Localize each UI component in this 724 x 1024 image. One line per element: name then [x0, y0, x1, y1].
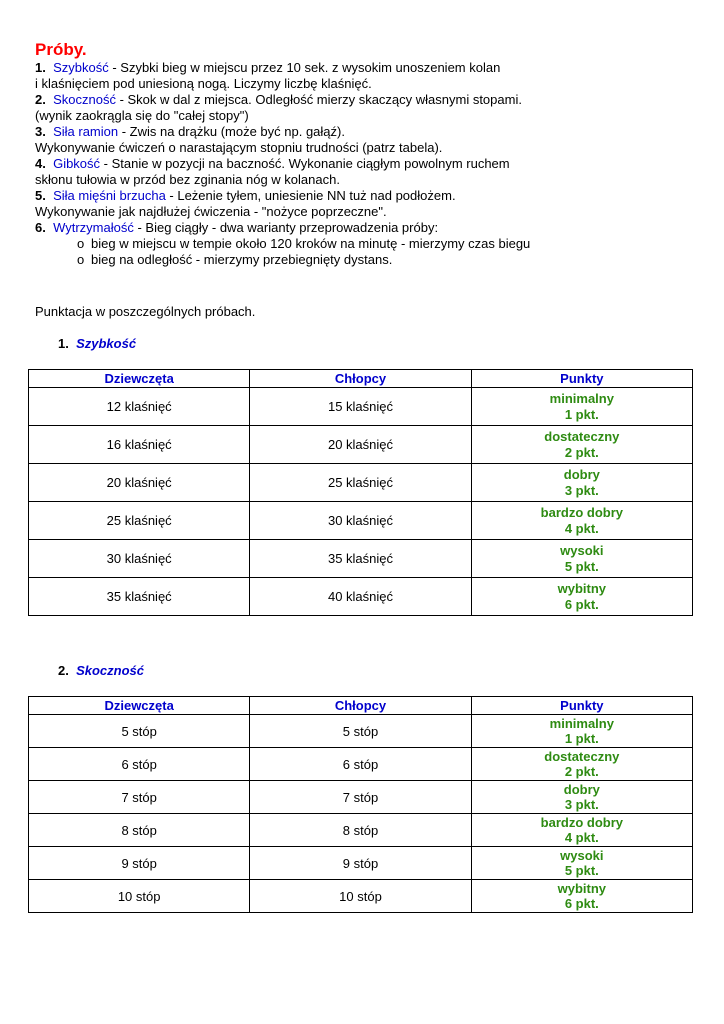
section-name: Szybkość — [76, 336, 137, 351]
table-row — [29, 540, 693, 578]
table-row — [29, 748, 693, 781]
points-value: 2 pkt. — [564, 444, 599, 460]
item-description: - Zwis na drążku (może być np. gałąź). — [118, 124, 345, 139]
item-description: - Szybki bieg w miejscu przez 10 sek. z wysokim unoszeniem kolan — [108, 60, 501, 75]
points-cell — [471, 748, 692, 781]
item-number: 2. — [35, 92, 46, 107]
points-level: wybitny — [557, 881, 607, 896]
section-heading-szybkosc — [58, 336, 136, 352]
item-description: - Skok w dal z miejsca. Odległość mierzy skaczący własnymi stopami. — [115, 92, 522, 107]
boys-cell: 20 klaśnięć — [250, 426, 471, 464]
list-item — [35, 236, 695, 252]
boys-cell: 8 stóp — [250, 814, 471, 847]
points-level: minimalny — [549, 390, 614, 406]
item-name: Wytrzymałość — [53, 220, 134, 235]
test-item — [35, 124, 695, 140]
column-header-boys: Chłopcy — [250, 370, 471, 388]
boys-cell: 30 klaśnięć — [250, 502, 471, 540]
points-level: wysoki — [560, 542, 604, 558]
scoring-intro: Punktacja w poszczególnych próbach. — [35, 304, 256, 319]
table-row — [29, 388, 693, 426]
boys-cell: 35 klaśnięć — [250, 540, 471, 578]
table-row — [29, 578, 693, 616]
points-level: minimalny — [549, 716, 614, 731]
table-row — [29, 781, 693, 814]
item-description: - Leżenie tyłem, uniesienie NN tuż nad podłożem. — [165, 188, 456, 203]
points-level: bardzo dobry — [540, 504, 623, 520]
points-level: dobry — [563, 782, 600, 797]
girls-cell: 12 klaśnięć — [29, 388, 250, 426]
item-number: 1. — [35, 60, 46, 75]
section-heading-skocznosc — [58, 663, 144, 679]
table-row — [29, 502, 693, 540]
item-number: 3. — [35, 124, 46, 139]
scoring-table-skocznosc — [28, 696, 693, 913]
table-row — [29, 814, 693, 847]
points-cell — [471, 847, 692, 880]
girls-cell: 10 stóp — [29, 880, 250, 913]
table-row — [29, 464, 693, 502]
points-level: bardzo dobry — [540, 815, 623, 830]
table-header-row — [29, 370, 693, 388]
points-value: 6 pkt. — [564, 596, 599, 612]
points-level: dostateczny — [544, 749, 620, 764]
points-cell — [471, 715, 692, 748]
boys-cell: 10 stóp — [250, 880, 471, 913]
points-value: 4 pkt. — [564, 520, 599, 536]
points-cell — [471, 781, 692, 814]
points-level: dobry — [563, 466, 600, 482]
points-value: 3 pkt. — [564, 797, 599, 812]
bullet-marker: o — [77, 252, 85, 267]
item-continuation: Wykonywanie ćwiczeń o narastającym stopniu trudności (patrz tabela). — [35, 140, 443, 155]
girls-cell: 35 klaśnięć — [29, 578, 250, 616]
item-name: Gibkość — [53, 156, 101, 171]
item-name: Siła mięśni brzucha — [53, 188, 166, 203]
girls-cell: 25 klaśnięć — [29, 502, 250, 540]
table-row — [29, 847, 693, 880]
section-number: 1. — [58, 336, 69, 351]
item-continuation: Wykonywanie jak najdłużej ćwiczenia - "nożyce poprzeczne". — [35, 204, 387, 219]
points-value: 5 pkt. — [564, 558, 599, 574]
points-level: dostateczny — [544, 428, 620, 444]
item-continuation: skłonu tułowia w przód bez zginania nóg w kolanach. — [35, 172, 340, 187]
points-level: wysoki — [560, 848, 604, 863]
column-header-girls: Dziewczęta — [29, 697, 250, 715]
list-item — [35, 252, 695, 268]
item-continuation: (wynik zaokrągla się do "całej stopy") — [35, 108, 249, 123]
bullet-text: bieg w miejscu w tempie około 120 kroków na minutę - mierzymy czas biegu — [91, 236, 531, 251]
bullet-marker: o — [77, 236, 85, 251]
points-cell — [471, 880, 692, 913]
boys-cell: 40 klaśnięć — [250, 578, 471, 616]
table-row — [29, 880, 693, 913]
points-value: 3 pkt. — [564, 482, 599, 498]
points-cell — [471, 388, 692, 426]
item-description: - Bieg ciągły - dwa warianty przeprowadzenia próby: — [133, 220, 439, 235]
boys-cell: 9 stóp — [250, 847, 471, 880]
points-value: 2 pkt. — [564, 764, 599, 779]
points-value: 6 pkt. — [564, 896, 599, 911]
item-name: Skoczność — [53, 92, 116, 107]
boys-cell: 6 stóp — [250, 748, 471, 781]
test-item — [35, 92, 695, 108]
table-row — [29, 426, 693, 464]
boys-cell: 5 stóp — [250, 715, 471, 748]
points-value: 1 pkt. — [564, 406, 599, 422]
points-cell — [471, 502, 692, 540]
points-value: 5 pkt. — [564, 863, 599, 878]
girls-cell: 7 stóp — [29, 781, 250, 814]
item-number: 4. — [35, 156, 46, 171]
points-value: 1 pkt. — [564, 731, 599, 746]
scoring-table-szybkosc — [28, 369, 693, 616]
points-cell — [471, 814, 692, 847]
section-number: 2. — [58, 663, 69, 678]
column-header-girls: Dziewczęta — [29, 370, 250, 388]
girls-cell: 5 stóp — [29, 715, 250, 748]
page-title: Próby. — [35, 40, 87, 59]
girls-cell: 30 klaśnięć — [29, 540, 250, 578]
boys-cell: 7 stóp — [250, 781, 471, 814]
girls-cell: 9 stóp — [29, 847, 250, 880]
points-level: wybitny — [557, 580, 607, 596]
girls-cell: 16 klaśnięć — [29, 426, 250, 464]
table-header-row — [29, 697, 693, 715]
points-cell — [471, 426, 692, 464]
points-value: 4 pkt. — [564, 830, 599, 845]
item-continuation: i klaśnięciem pod uniesioną nogą. Liczymy liczbę klaśnięć. — [35, 76, 372, 91]
item-number: 5. — [35, 188, 46, 203]
girls-cell: 20 klaśnięć — [29, 464, 250, 502]
tests-description — [35, 40, 695, 268]
column-header-points: Punkty — [471, 370, 692, 388]
test-item — [35, 188, 695, 204]
bullet-text: bieg na odległość - mierzymy przebiegnięty dystans. — [91, 252, 393, 267]
table-row — [29, 715, 693, 748]
test-item — [35, 156, 695, 172]
item-number: 6. — [35, 220, 46, 235]
test-item — [35, 220, 695, 236]
points-cell — [471, 578, 692, 616]
points-cell — [471, 540, 692, 578]
item-name: Szybkość — [53, 60, 109, 75]
girls-cell: 8 stóp — [29, 814, 250, 847]
boys-cell: 15 klaśnięć — [250, 388, 471, 426]
column-header-boys: Chłopcy — [250, 697, 471, 715]
column-header-points: Punkty — [471, 697, 692, 715]
section-name: Skoczność — [76, 663, 144, 678]
item-name: Siła ramion — [53, 124, 119, 139]
girls-cell: 6 stóp — [29, 748, 250, 781]
points-cell — [471, 464, 692, 502]
boys-cell: 25 klaśnięć — [250, 464, 471, 502]
test-item — [35, 60, 695, 76]
item-description: - Stanie w pozycji na baczność. Wykonanie ciągłym powolnym ruchem — [100, 156, 510, 171]
